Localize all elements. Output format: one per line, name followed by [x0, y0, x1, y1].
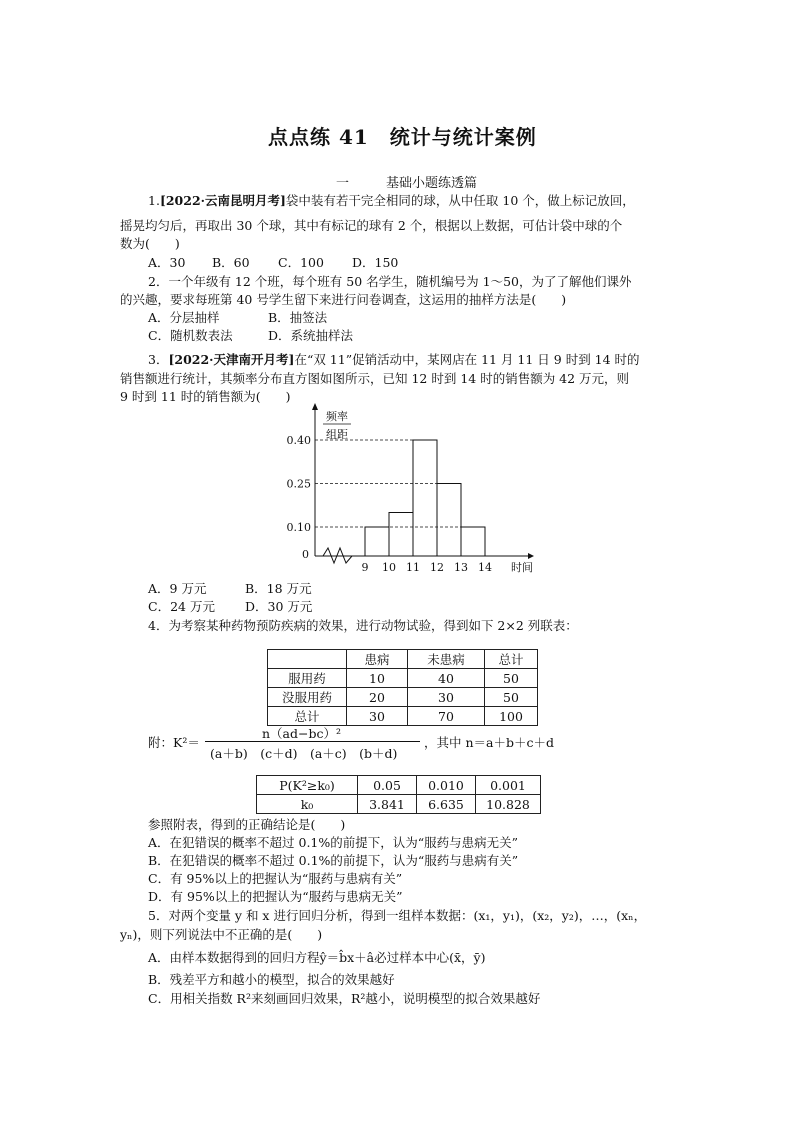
table-cell: 没服用药 — [268, 688, 347, 707]
q3-line2: 销售额进行统计，其频率分布直方图如图所示，已知 12 时到 14 时的销售额为 42 万元，则 — [120, 371, 630, 386]
table-cell: 100 — [485, 707, 538, 726]
y-axis-label-bottom: 组距 — [326, 428, 348, 441]
table-cell: 70 — [408, 707, 485, 726]
q5-line2: yₙ)，则下列说法中不正确的是( ) — [120, 927, 323, 942]
table-row — [268, 707, 538, 726]
q3-line3: 9 时到 11 时的销售额为( ) — [120, 389, 291, 404]
table-header-cell: 总计 — [485, 650, 538, 669]
y-axis-arrow — [312, 403, 318, 410]
table-row — [257, 776, 541, 795]
table-cell: 50 — [485, 669, 538, 688]
x-axis-arrow — [528, 553, 534, 559]
q3-option-a: A．9 万元 — [148, 581, 207, 596]
q5-option-c: C．用相关指数 R²来刻画回归效果，R²越小，说明模型的拟合效果越好 — [148, 991, 541, 1006]
table-cell: 6.635 — [417, 795, 476, 814]
table-header-cell — [268, 650, 347, 669]
y-tick-label: 0 — [302, 548, 309, 561]
table-cell: 0.001 — [476, 776, 541, 795]
table-header-cell: 未患病 — [408, 650, 485, 669]
q2-option-d: D．系统抽样法 — [268, 328, 354, 343]
q2-line2: 的兴趣，要求每班第 40 号学生留下来进行问卷调查，这运用的抽样方法是( ) — [120, 292, 567, 307]
table-cell: 服用药 — [268, 669, 347, 688]
q3-source: [2022·天津南开月考] — [168, 352, 295, 367]
q1-number: 1. — [148, 193, 160, 208]
histogram-chart — [270, 400, 550, 580]
table-cell: 40 — [408, 669, 485, 688]
histogram-bar — [437, 484, 461, 557]
q4-option-b: B．在犯错误的概率不超过 0.1%的前提下，认为“服药与患病有关” — [148, 853, 519, 868]
section-title: 基础小题练透篇 — [386, 176, 478, 191]
y-axis-label-top: 频率 — [326, 410, 348, 423]
section-number: 一 — [336, 176, 350, 191]
q4-option-c: C．有 95%以上的把握认为“服药与患病有关” — [148, 871, 403, 886]
x-axis-label: 时间 — [511, 561, 533, 574]
q3-line1 — [148, 352, 640, 368]
table-header-cell: 患病 — [347, 650, 408, 669]
formula-denominator: (a＋b) (c＋d) (a＋c) (b＋d) — [210, 746, 398, 761]
fraction-bar — [205, 741, 420, 742]
table-cell: 10 — [347, 669, 408, 688]
histogram-bar — [389, 513, 413, 557]
q3-option-b: B．18 万元 — [245, 581, 312, 596]
q4-option-d: D．有 95%以上的把握认为“服药与患病无关” — [148, 889, 403, 904]
q1-option-c: C．100 — [278, 255, 324, 270]
q5-option-a: A．由样本数据得到的回归方程ŷ＝b̂x＋â必过样本中心(x̄，ȳ) — [148, 950, 486, 965]
q3-text: 在“双 11”促销活动中，某网店在 11 月 11 日 9 时到 14 时的 — [294, 352, 640, 367]
q4-option-a: A．在犯错误的概率不超过 0.1%的前提下，认为“服药与患病无关” — [148, 835, 519, 850]
q1-source: [2022·云南昆明月考] — [159, 193, 286, 208]
table-cell: 0.010 — [417, 776, 476, 795]
x-tick-label: 9 — [361, 561, 369, 574]
table-row — [257, 795, 541, 814]
contingency-table — [267, 649, 538, 726]
q1-text: 袋中装有若干完全相同的球，从中任取 10 个，做上标记放回， — [285, 193, 635, 208]
histogram-bar — [461, 527, 485, 556]
q2-option-b: B．抽签法 — [268, 310, 328, 325]
x-tick-label: 12 — [430, 561, 444, 574]
histogram-bar — [413, 440, 437, 556]
table-cell: 30 — [347, 707, 408, 726]
critical-value-table — [256, 775, 541, 814]
y-tick-label: 0.40 — [286, 434, 311, 447]
y-tick-label: 0.10 — [286, 521, 311, 534]
table-header-row — [268, 650, 538, 669]
q2-option-c: C．随机数表法 — [148, 328, 233, 343]
histogram-bar — [365, 527, 389, 556]
formula-prefix: 附：K²＝ — [148, 735, 200, 750]
q1-line3: 数为( ) — [120, 236, 180, 251]
table-cell: 总计 — [268, 707, 347, 726]
formula-suffix: ，其中 n＝a＋b＋c＋d — [424, 735, 554, 750]
q2-option-a: A．分层抽样 — [148, 310, 220, 325]
q1-line1 — [148, 193, 635, 209]
x-tick-label: 11 — [406, 561, 420, 574]
q3-option-d: D．30 万元 — [245, 599, 313, 614]
table-cell: 50 — [485, 688, 538, 707]
table-row — [268, 669, 538, 688]
q4-prompt: 参照附表，得到的正确结论是( ) — [148, 817, 346, 832]
table-row — [268, 688, 538, 707]
table-cell: P(K²≥k₀) — [257, 776, 358, 795]
x-tick-label: 10 — [382, 561, 396, 574]
q5-option-b: B．残差平方和越小的模型，拟合的效果越好 — [148, 972, 395, 987]
q2-line1: 2．一个年级有 12 个班，每个班有 50 名学生，随机编号为 1～50，为了了解他们课外 — [148, 274, 632, 289]
x-tick-label: 14 — [478, 561, 492, 574]
table-cell: 0.05 — [358, 776, 417, 795]
q1-option-b: B．60 — [212, 255, 250, 270]
y-tick-label: 0.25 — [286, 477, 311, 491]
x-tick-label: 13 — [454, 561, 468, 574]
q3-number: 3． — [148, 352, 169, 367]
table-cell: 3.841 — [358, 795, 417, 814]
q1-option-a: A．30 — [148, 255, 186, 270]
table-cell: 10.828 — [476, 795, 541, 814]
q1-line2: 摇晃均匀后，再取出 30 个球，其中有标记的球有 2 个，根据以上数据，可估计袋中球的个 — [120, 218, 623, 233]
formula-numerator: n（ad−bc）² — [262, 726, 341, 741]
q3-option-c: C．24 万元 — [148, 599, 215, 614]
q5-line1: 5．对两个变量 y 和 x 进行回归分析，得到一组样本数据：(x₁，y₁)，(x₂，y₂)，…，(xₙ， — [148, 908, 647, 923]
table-cell: k₀ — [257, 795, 358, 814]
table-cell: 20 — [347, 688, 408, 707]
page-title: 点点练 41 统计与统计案例 — [268, 125, 537, 149]
table-cell: 30 — [408, 688, 485, 707]
q1-option-d: D．150 — [352, 255, 399, 270]
q4-line1: 4．为考察某种药物预防疾病的效果，进行动物试验，得到如下 2×2 列联表： — [148, 618, 578, 633]
